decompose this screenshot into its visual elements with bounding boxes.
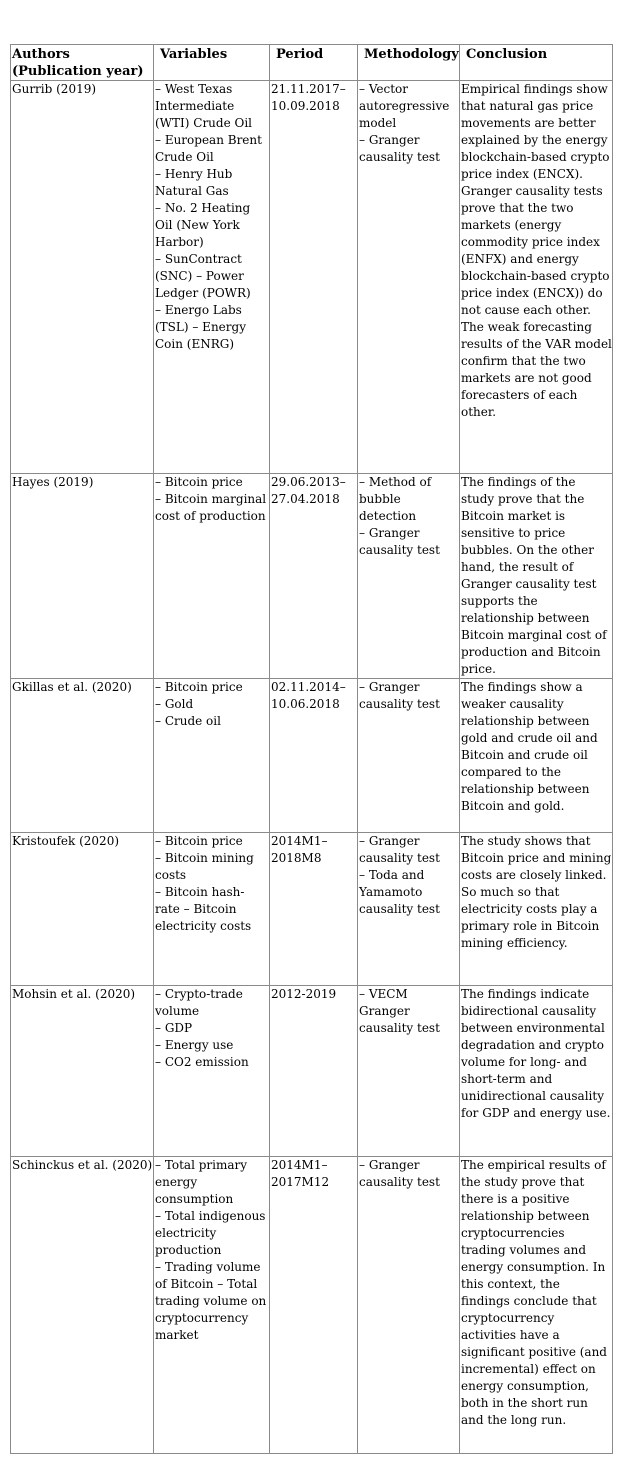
cell-period: 2014M1–2017M12 xyxy=(270,1157,358,1454)
cell-author: Gurrib (2019) xyxy=(11,81,154,474)
cell-methodology xyxy=(358,81,460,474)
table-row xyxy=(11,81,613,474)
cell-period: 2014M1–2018M8 xyxy=(270,833,358,986)
variable-item: – Trading volume of Bitcoin – Total trading volume on cryptocurrency market xyxy=(155,1260,267,1342)
header-methodology: Methodology xyxy=(358,45,460,81)
table-row xyxy=(11,1157,613,1454)
variable-item: – Energo Labs (TSL) – Energy Coin (ENRG) xyxy=(155,303,246,351)
cell-conclusion: The findings of the study prove that the Bitcoin market is sensitive to price bubbles. On the other hand, the result of Granger causality test supports the relationship between Bitcoin marginal cost of production and Bitcoin price. xyxy=(460,474,613,679)
variable-item: – CO2 emission xyxy=(155,1055,249,1069)
variable-item: – Bitcoin mining costs xyxy=(155,851,254,882)
methodology-item: – Granger causality test xyxy=(359,133,440,164)
table-row xyxy=(11,833,613,986)
cell-period: 02.11.2014–10.06.2018 xyxy=(270,679,358,833)
variable-item: – Bitcoin price xyxy=(155,680,243,694)
variable-item: – SunContract (SNC) – Power Ledger (POWR) xyxy=(155,252,251,300)
header-period: Period xyxy=(270,45,358,81)
cell-variables xyxy=(154,81,270,474)
cell-methodology xyxy=(358,1157,460,1454)
cell-author: Kristoufek (2020) xyxy=(11,833,154,986)
literature-review-table xyxy=(10,44,613,1454)
cell-variables xyxy=(154,679,270,833)
variable-item: – Bitcoin hash-rate – Bitcoin electricity costs xyxy=(155,885,252,933)
cell-period: 29.06.2013–27.04.2018 xyxy=(270,474,358,679)
cell-period: 21.11.2017–10.09.2018 xyxy=(270,81,358,474)
variable-item: – West Texas Intermediate (WTI) Crude Oil xyxy=(155,82,253,130)
cell-author: Mohsin et al. (2020) xyxy=(11,986,154,1157)
variable-item: – European Brent Crude Oil xyxy=(155,133,262,164)
cell-variables xyxy=(154,986,270,1157)
methodology-item: – Granger causality test xyxy=(359,526,440,557)
cell-author: Hayes (2019) xyxy=(11,474,154,679)
cell-variables xyxy=(154,833,270,986)
cell-period: 2012-2019 xyxy=(270,986,358,1157)
methodology-item: – Granger causality test xyxy=(359,680,440,711)
table-row xyxy=(11,474,613,679)
table-row xyxy=(11,679,613,833)
variable-item: – Total indigenous electricity production xyxy=(155,1209,266,1257)
variable-item: – GDP xyxy=(155,1021,193,1035)
variable-item: – Energy use xyxy=(155,1038,234,1052)
variable-item: – Bitcoin marginal cost of production xyxy=(155,492,267,523)
table-body xyxy=(11,81,613,1454)
cell-conclusion: The study shows that Bitcoin price and mining costs are closely linked. So much so that electricity costs play a primary role in Bitcoin mining efficiency. xyxy=(460,833,613,986)
methodology-item: – VECM Granger causality test xyxy=(359,987,440,1035)
variable-item: – Bitcoin price xyxy=(155,834,243,848)
variable-item: – Crude oil xyxy=(155,714,221,728)
cell-methodology xyxy=(358,833,460,986)
cell-conclusion: The findings show a weaker causality relationship between gold and crude oil and Bitcoin and crude oil compared to the relationship between Bitcoin and gold. xyxy=(460,679,613,833)
variable-item: – Gold xyxy=(155,697,194,711)
header-authors: Authors (Publication year) xyxy=(11,45,154,81)
cell-methodology xyxy=(358,679,460,833)
cell-author: Gkillas et al. (2020) xyxy=(11,679,154,833)
methodology-item: – Toda and Yamamoto causality test xyxy=(359,868,440,916)
variable-item: – Total primary energy consumption xyxy=(155,1158,248,1206)
variable-item: – No. 2 Heating Oil (New York Harbor) xyxy=(155,201,251,249)
cell-methodology xyxy=(358,986,460,1157)
methodology-item: – Method of bubble detection xyxy=(359,475,432,523)
header-variables: Variables xyxy=(154,45,270,81)
header-conclusion: Conclusion xyxy=(460,45,613,81)
cell-variables xyxy=(154,1157,270,1454)
cell-author: Schinckus et al. (2020) xyxy=(11,1157,154,1454)
cell-conclusion: Empirical findings show that natural gas price movements are better explained by the energy blockchain-based crypto price index (ENCX). Granger causality tests prove that the two markets (energy commodity price index (ENFX) and energy blockchain-based crypto price index (ENCX)) do not cause each other. The weak forecasting results of the VAR model confirm that the two markets are not good forecasters of each other. xyxy=(460,81,613,474)
cell-methodology xyxy=(358,474,460,679)
variable-item: – Henry Hub Natural Gas xyxy=(155,167,233,198)
cell-variables xyxy=(154,474,270,679)
variable-item: – Crypto-trade volume xyxy=(155,987,243,1018)
methodology-item: – Granger causality test xyxy=(359,1158,440,1189)
variable-item: – Bitcoin price xyxy=(155,475,243,489)
cell-conclusion: The findings indicate bidirectional causality between environmental degradation and crypto volume for long- and short-term and unidirectional causality for GDP and energy use. xyxy=(460,986,613,1157)
methodology-item: – Vector autoregressive model xyxy=(359,82,450,130)
methodology-item: – Granger causality test xyxy=(359,834,440,865)
table-row xyxy=(11,986,613,1157)
cell-conclusion: The empirical results of the study prove that there is a positive relationship between cryptocurrencies trading volumes and energy consumption. In this context, the findings conclude that cryptocurrency activities have a significant positive (and incremental) effect on energy consumption, both in the short run and the long run. xyxy=(460,1157,613,1454)
table-header-row xyxy=(11,45,613,81)
